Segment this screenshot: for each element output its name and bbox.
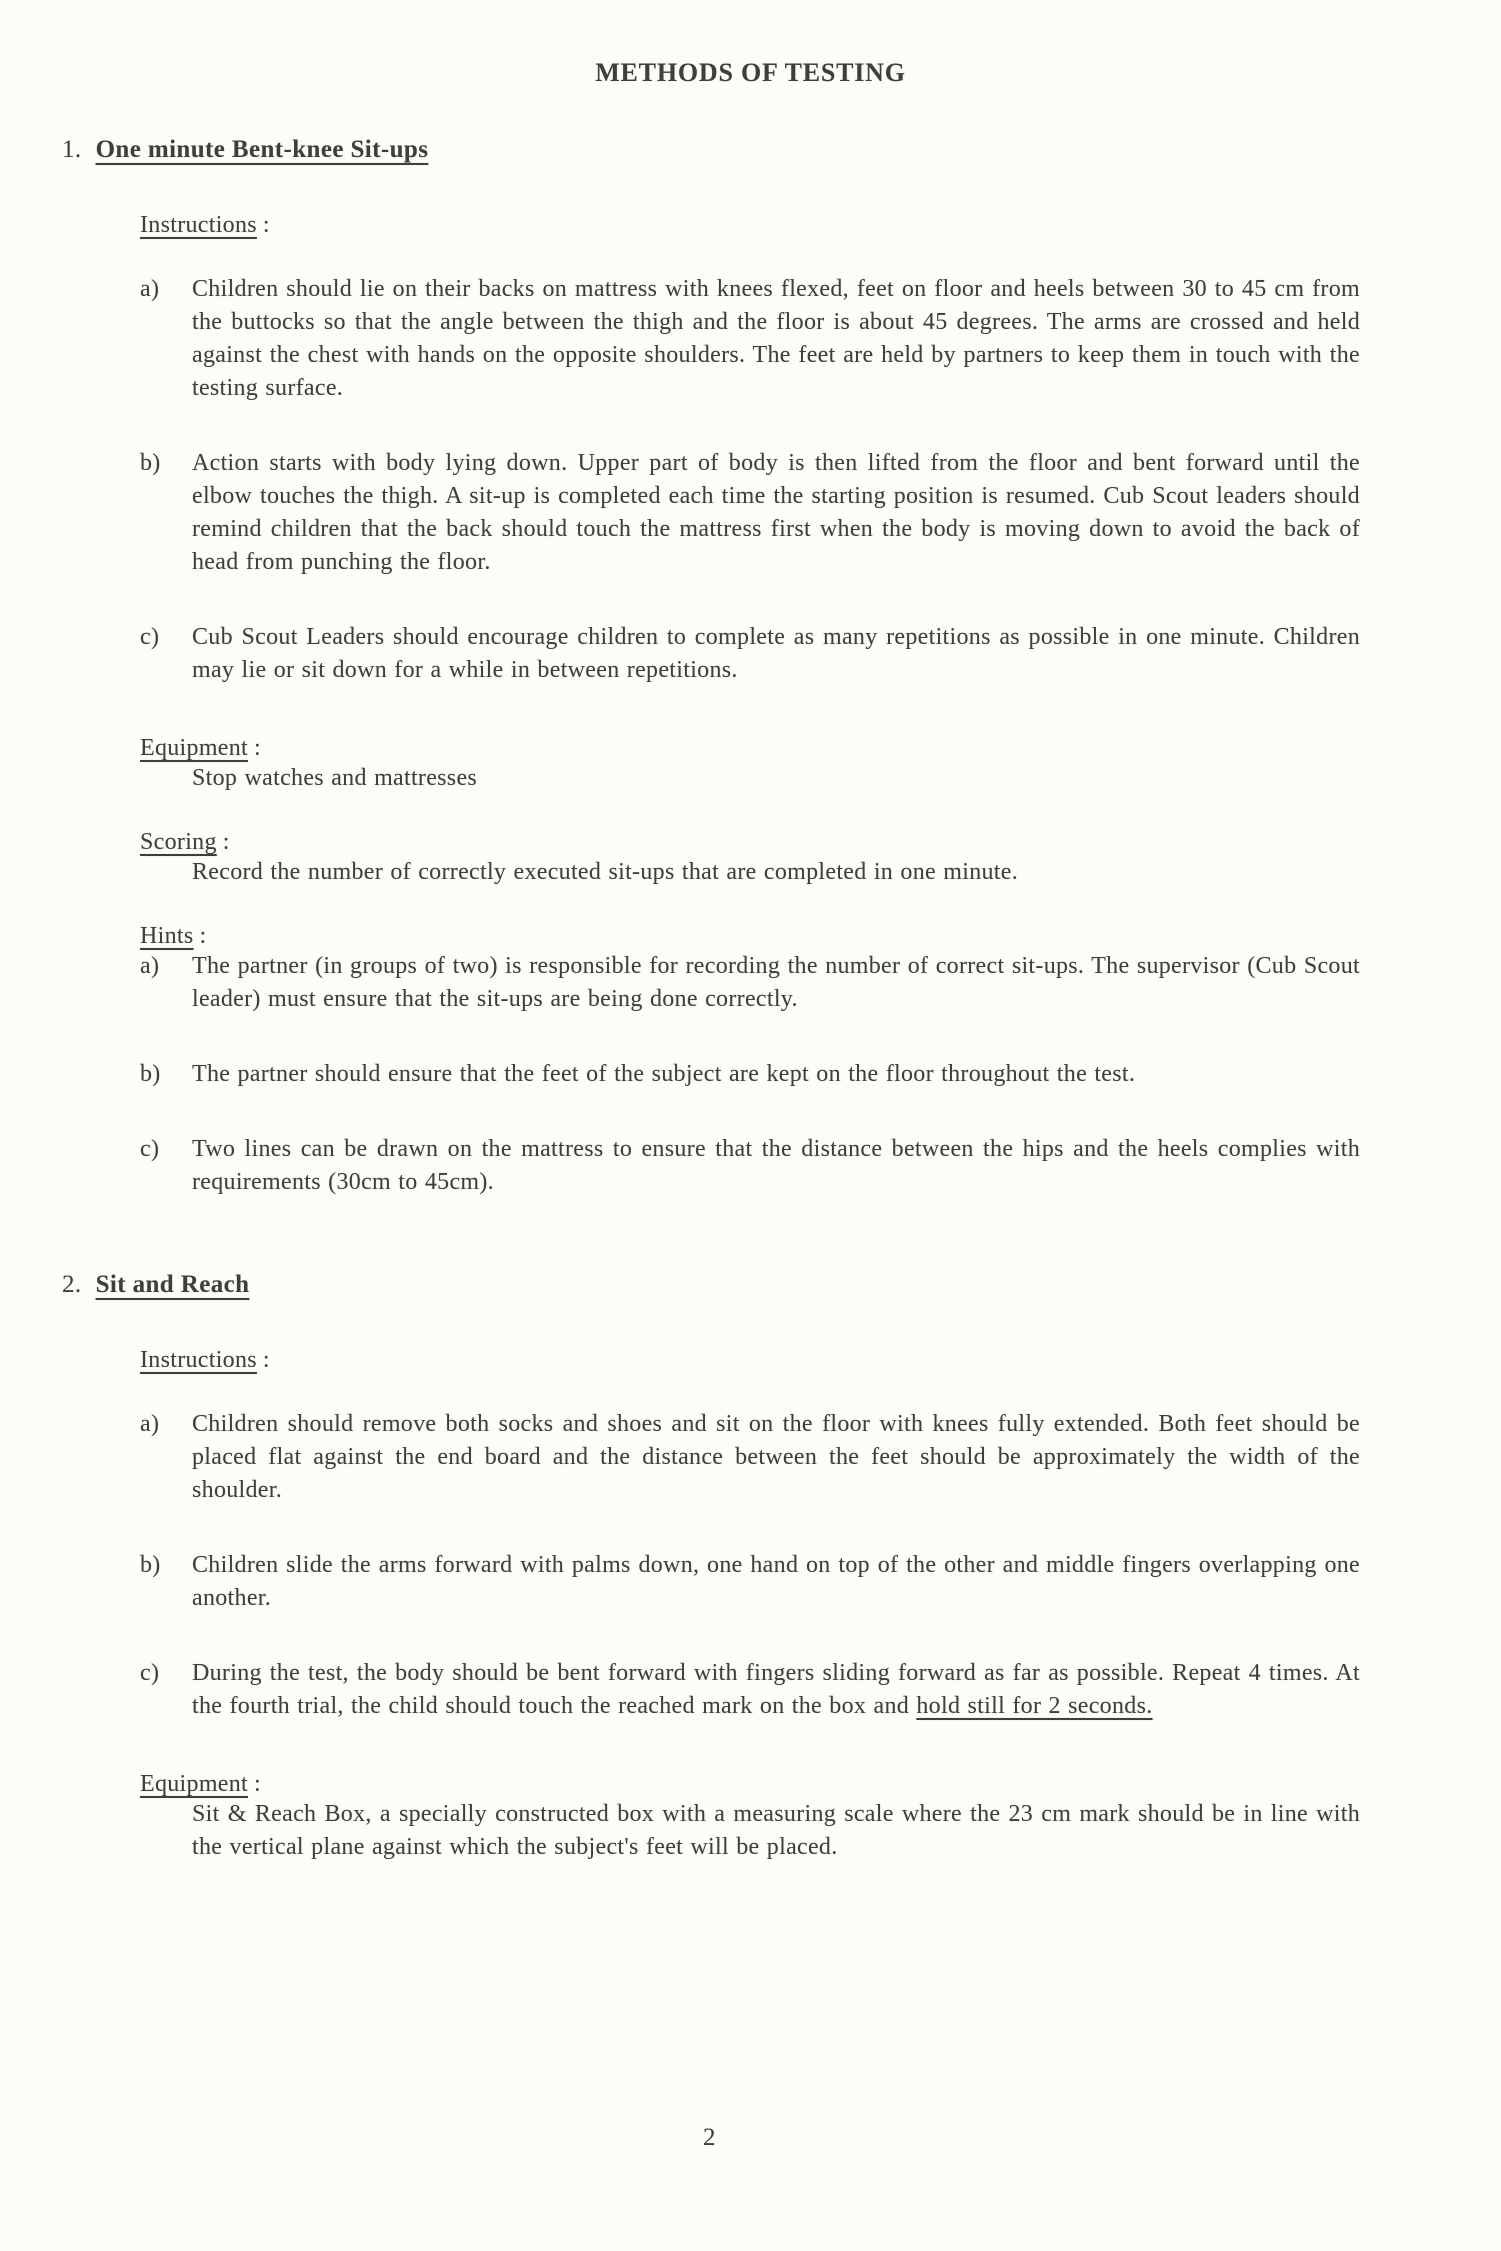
section-2-heading — [62, 1271, 1501, 1299]
item-label: a) — [140, 953, 160, 979]
instruction-item-a — [140, 1408, 1360, 1507]
hints-label: Hints : — [140, 923, 207, 949]
item-text: Action starts with body lying down. Upper part of body is then lifted from the floor and bent forward until the elbow touches the thigh. A sit-up is completed each time the starting position is resumed. Cub Scout leaders should remind children that the back should touch the mattress first when the body is moving down to avoid the back of head from punching the floor. — [192, 450, 1360, 575]
scoring-text: Record the number of correctly executed sit-ups that are completed in one minute. — [192, 859, 1019, 885]
instructions-label: Instructions : — [140, 1347, 270, 1373]
section-1-number: 1. — [62, 136, 82, 163]
instruction-item-b — [140, 1549, 1360, 1615]
underlined-phrase: hold still for 2 seconds. — [916, 1693, 1153, 1719]
item-text: Cub Scout Leaders should encourage children to complete as many repetitions as possible in one minute. Children may lie or sit down for a while in between repetitions. — [192, 624, 1360, 683]
section-2-number: 2. — [62, 1271, 82, 1298]
item-text: The partner (in groups of two) is responsible for recording the number of correct sit-ups. The supervisor (Cub Scout leader) must ensure that the sit-ups are being done correctly. — [192, 953, 1360, 1012]
page-number: 2 — [703, 2124, 716, 2151]
instruction-item-c — [140, 621, 1360, 687]
hint-item-a — [140, 950, 1360, 1016]
item-label: b) — [140, 1061, 161, 1087]
item-label: c) — [140, 624, 160, 650]
item-text: Children slide the arms forward with palms down, one hand on top of the other and middle fingers overlapping one another. — [192, 1552, 1360, 1611]
instruction-item-c — [140, 1657, 1360, 1723]
item-label: b) — [140, 1552, 161, 1578]
page-title: METHODS OF TESTING — [595, 58, 906, 87]
item-text: Children should remove both socks and shoes and sit on the floor with knees fully extended. Both feet should be placed flat against the end board and the distance between the feet should be approximately the width of the shoulder. — [192, 1411, 1360, 1503]
item-label: c) — [140, 1136, 160, 1162]
section-2-title: Sit and Reach — [95, 1271, 250, 1298]
item-text: Children should lie on their backs on mattress with knees flexed, feet on floor and heels between 30 to 45 cm from the buttocks so that the angle between the thigh and the floor is about 45 degrees. The arms are crossed and held against the chest with hands on the opposite shoulders. The feet are held by partners to keep them in touch with the testing surface. — [192, 276, 1360, 401]
item-text: During the test, the body should be bent forward with fingers sliding forward as far as possible. Repeat 4 times. At the fourth trial, the child should touch the reached mark on the box and hold still for 2 seconds. — [192, 1660, 1360, 1719]
item-text: Two lines can be drawn on the mattress to ensure that the distance between the hips and the heels complies with requirements (30cm to 45cm). — [192, 1136, 1360, 1195]
item-label: a) — [140, 276, 160, 302]
section-1-title: One minute Bent-knee Sit-ups — [95, 136, 429, 163]
instruction-item-b — [140, 447, 1360, 579]
item-label: c) — [140, 1660, 160, 1686]
scoring-label: Scoring : — [140, 829, 230, 855]
item-text: The partner should ensure that the feet of the subject are kept on the floor throughout the test. — [192, 1061, 1136, 1087]
section-2 — [0, 1271, 1501, 1864]
equipment-text: Stop watches and mattresses — [192, 765, 478, 791]
hint-item-c — [140, 1133, 1360, 1199]
equipment-text: Sit & Reach Box, a specially constructed box with a measuring scale where the 23 cm mark should be in line with the vertical plane against which the subject's feet will be placed. — [192, 1801, 1360, 1860]
section-1-heading — [62, 136, 1501, 164]
instruction-item-a — [140, 273, 1360, 405]
section-1 — [0, 136, 1501, 1199]
equipment-label: Equipment : — [140, 735, 261, 761]
instructions-label: Instructions : — [140, 212, 270, 238]
item-label: b) — [140, 450, 161, 476]
hint-item-b — [140, 1058, 1360, 1091]
item-label: a) — [140, 1411, 160, 1437]
equipment-label: Equipment : — [140, 1771, 261, 1797]
